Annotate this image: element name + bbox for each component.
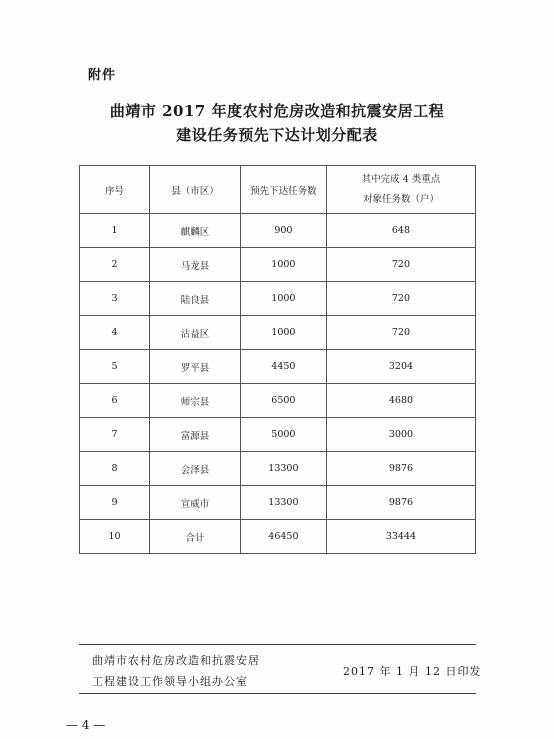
header-key4-line1: 其中完成 4 类重点 <box>361 173 441 185</box>
cell-county: 师宗县 <box>150 384 241 418</box>
cell-index: 8 <box>80 452 150 486</box>
cell-key4: 9876 <box>326 486 475 520</box>
cell-key4: 720 <box>326 316 475 350</box>
document-title-line-2: 建设任务预先下达计划分配表 <box>176 126 378 144</box>
cell-index: 4 <box>80 316 150 350</box>
table-row <box>80 418 476 452</box>
header-tasks: 预先下达任务数 <box>240 166 326 214</box>
cell-index: 2 <box>80 248 150 282</box>
cell-county: 宣威市 <box>150 486 241 520</box>
cell-tasks: 46450 <box>240 520 326 554</box>
cell-key4: 720 <box>326 282 475 316</box>
table-row <box>80 486 476 520</box>
cell-index: 6 <box>80 384 150 418</box>
cell-county: 麒麟区 <box>150 214 241 248</box>
header-key4-line2: 对象任务数（户） <box>362 193 439 205</box>
header-index: 序号 <box>80 166 150 214</box>
cell-tasks: 13300 <box>240 452 326 486</box>
table-header-row <box>80 166 476 214</box>
cell-index: 3 <box>80 282 150 316</box>
table-row <box>80 350 476 384</box>
cell-tasks: 900 <box>240 214 326 248</box>
document-title-line-1: 曲靖市 2017 年度农村危房改造和抗震安居工程 <box>109 102 445 120</box>
table-row <box>80 214 476 248</box>
cell-tasks: 5000 <box>240 418 326 452</box>
cell-key4: 3000 <box>326 418 475 452</box>
cell-county: 合计 <box>150 520 241 554</box>
cell-county: 马龙县 <box>150 248 241 282</box>
cell-county: 富源县 <box>150 418 241 452</box>
cell-county: 陆良县 <box>150 282 241 316</box>
cell-key4: 9876 <box>326 452 475 486</box>
cell-tasks: 1000 <box>240 248 326 282</box>
header-key4 <box>326 166 475 214</box>
cell-tasks: 1000 <box>240 282 326 316</box>
cell-key4: 33444 <box>326 520 475 554</box>
cell-index: 5 <box>80 350 150 384</box>
issuing-office-line-2: 工程建设工作领导小组办公室 <box>92 675 248 688</box>
table-row <box>80 282 476 316</box>
cell-key4: 4680 <box>326 384 475 418</box>
cell-index: 10 <box>80 520 150 554</box>
table-row <box>80 520 476 554</box>
footer-bottom-rule <box>79 693 476 694</box>
attachment-label: 附件 <box>88 68 117 83</box>
table-row <box>80 248 476 282</box>
cell-key4: 3204 <box>326 350 475 384</box>
allocation-table <box>79 165 476 554</box>
cell-index: 9 <box>80 486 150 520</box>
cell-county: 罗平县 <box>150 350 241 384</box>
table-body <box>80 214 476 554</box>
table-row <box>80 384 476 418</box>
cell-tasks: 4450 <box>240 350 326 384</box>
cell-tasks: 13300 <box>240 486 326 520</box>
cell-tasks: 1000 <box>240 316 326 350</box>
cell-index: 1 <box>80 214 150 248</box>
table-row <box>80 316 476 350</box>
footer-top-rule <box>79 644 476 645</box>
cell-key4: 648 <box>326 214 475 248</box>
cell-tasks: 6500 <box>240 384 326 418</box>
issuing-office-line-1: 曲靖市农村危房改造和抗震安居 <box>92 654 260 667</box>
cell-key4: 720 <box>326 248 475 282</box>
cell-county: 沾益区 <box>150 316 241 350</box>
cell-index: 7 <box>80 418 150 452</box>
issue-date: 2017 年 1 月 12 日印发 <box>343 665 482 678</box>
header-county: 县（市区） <box>150 166 241 214</box>
cell-county: 会泽县 <box>150 452 241 486</box>
table-row <box>80 452 476 486</box>
page-number: — 4 — <box>66 718 106 732</box>
